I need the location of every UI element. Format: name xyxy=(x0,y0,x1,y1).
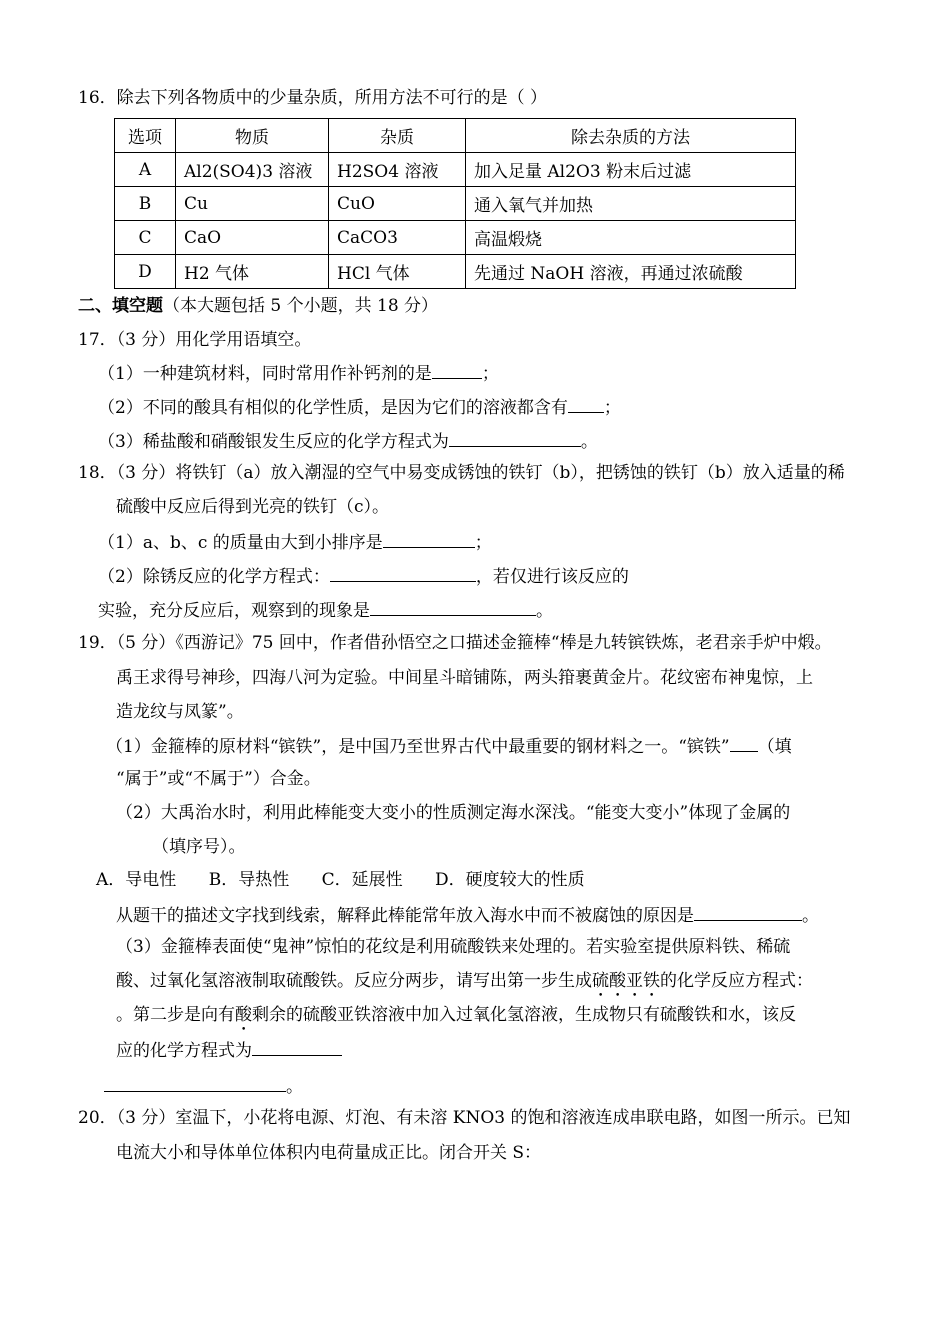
table-cell: HCl 气体 xyxy=(329,255,466,289)
punct: 。 xyxy=(286,1077,303,1097)
section-note: （本大题包括 5 个小题，共 18 分） xyxy=(163,296,439,316)
q20-line2: 电流大小和导体单位体积内电荷量成正比。闭合开关 S： xyxy=(116,1143,542,1163)
q19-line9: （3）金箍棒表面使“鬼神”惊怕的花纹是利用硫酸铁来处理的。若实验室提供原料铁、稀硫 xyxy=(116,937,791,957)
table-cell: 加入足量 Al2O3 粉末后过滤 xyxy=(466,153,796,187)
table-header: 除去杂质的方法 xyxy=(466,119,796,153)
q18-part2-text: （2）除锈反应的化学方程式： xyxy=(98,567,330,587)
q18-stem-line2: 硫酸中反应后得到光亮的铁钉（c）。 xyxy=(116,497,390,517)
q16-stem: 16．除去下列各物质中的少量杂质，所用方法不可行的是（ ） xyxy=(78,88,548,108)
table-cell: CuO xyxy=(329,187,466,221)
q18-part1 xyxy=(98,529,492,555)
q19-line12-text: 应的化学方程式为 xyxy=(116,1041,252,1061)
q17-part1-text: （1）一种建筑材料，同时常用作补钙剂的是 xyxy=(98,364,432,384)
answer-blank[interactable] xyxy=(104,1073,286,1092)
q17-part2 xyxy=(98,394,621,420)
answer-blank[interactable] xyxy=(370,597,536,616)
q19-line10 xyxy=(116,969,813,1001)
table-cell: D xyxy=(115,255,176,289)
answer-blank[interactable] xyxy=(330,563,476,582)
table-cell: C xyxy=(115,221,176,255)
q18-part2-tail: ，若仅进行该反应的 xyxy=(475,567,629,587)
table-cell: 通入氧气并加热 xyxy=(466,187,796,221)
table-row xyxy=(115,153,796,187)
q18-part3 xyxy=(98,597,553,623)
answer-blank[interactable] xyxy=(432,360,482,379)
table-header-row xyxy=(115,119,796,153)
table-header: 选项 xyxy=(115,119,176,153)
table-cell: A xyxy=(115,153,176,187)
q20-line1: 20．（3 分）室温下，小花将电源、灯泡、有未溶 KNO3 的饱和溶液连成串联电路，如图一所示。已知 xyxy=(78,1108,851,1128)
q19-part1-text: （1）金箍棒的原材料“镔铁”，是中国乃至世界古代中最重要的钢材料之一。“镔铁” xyxy=(106,737,730,757)
q18-part3-text: 实验，充分反应后，观察到的现象是 xyxy=(98,601,370,621)
q18-part2 xyxy=(98,563,629,589)
q19-line12 xyxy=(116,1037,342,1063)
q19-line13 xyxy=(104,1073,303,1099)
q19-line8 xyxy=(116,902,819,928)
section-title: 二、填空题 xyxy=(78,296,163,316)
punct: 。 xyxy=(802,906,819,926)
q19-line3: 造龙纹与凤篆”。 xyxy=(116,702,244,722)
q19-line5: “属于”或“不属于”）合金。 xyxy=(116,769,321,789)
table-header: 杂质 xyxy=(329,119,466,153)
answer-blank[interactable] xyxy=(383,529,475,548)
table-cell: 高温煅烧 xyxy=(466,221,796,255)
q19-line7: （填序号）。 xyxy=(152,837,246,857)
q19-part1-tail: （填 xyxy=(757,737,792,757)
q19-line1: 19．（5 分）《西游记》75 回中，作者借孙悟空之口描述金箍棒“棒是九转镔铁炼，老君亲手炉中煅。 xyxy=(78,633,832,653)
punct: 。 xyxy=(580,432,598,452)
q18-stem-line1: 18．（3 分）将铁钉（a）放入潮湿的空气中易变成锈蚀的铁钉（b），把锈蚀的铁钉（b）放入适量的稀 xyxy=(78,463,845,483)
table-row xyxy=(115,255,796,289)
q19-line10-text: 酸、过氧化氢溶液制取硫酸铁。反应分两步，请写出第一步生成 xyxy=(116,971,592,991)
answer-blank[interactable] xyxy=(568,394,604,413)
answer-blank[interactable] xyxy=(730,733,758,752)
q17-stem: 17．（3 分）用化学用语填空。 xyxy=(78,330,312,350)
answer-blank[interactable] xyxy=(449,428,581,447)
table-cell: B xyxy=(115,187,176,221)
answer-blank[interactable] xyxy=(694,902,802,921)
table-row xyxy=(115,187,796,221)
q17-part3 xyxy=(98,428,598,454)
q17-part3-text: （3）稀盐酸和硝酸银发生反应的化学方程式为 xyxy=(98,432,449,452)
q19-line11-tail: 剩余的硫酸亚铁溶液中加入过氧化氢溶液，生成物只有硫酸铁和水，该反 xyxy=(252,1005,796,1025)
punct: ； xyxy=(474,533,492,553)
q19-line4 xyxy=(106,733,792,759)
q19-line10-tail: 的化学反应方程式： xyxy=(660,971,813,991)
q19-line6: （2）大禹治水时，利用此棒能变大变小的性质测定海水深浅。“能变大变小”体现了金属的 xyxy=(116,803,791,823)
table-cell: 先通过 NaOH 溶液，再通过浓硫酸 xyxy=(466,255,796,289)
table-row xyxy=(115,221,796,255)
table-cell: Cu xyxy=(176,187,329,221)
table-cell: H2SO4 溶液 xyxy=(329,153,466,187)
table-cell: CaO xyxy=(176,221,329,255)
section-heading xyxy=(78,294,438,318)
punct: 。 xyxy=(536,601,553,621)
table-header: 物质 xyxy=(176,119,329,153)
q19-line11-text: 。第二步是向有 xyxy=(116,1005,235,1025)
q17-part1 xyxy=(98,360,499,386)
table-cell: H2 气体 xyxy=(176,255,329,289)
emphasis-text: 酸 xyxy=(235,1005,252,1025)
table-cell: CaCO3 xyxy=(329,221,466,255)
q16-table xyxy=(114,118,796,289)
emphasis-text: 硫酸亚铁 xyxy=(592,971,660,991)
q19-line8-text: 从题干的描述文字找到线索，解释此棒能常年放入海水中而不被腐蚀的原因是 xyxy=(116,906,694,926)
q19-options: A．导电性 B．导热性 C．延展性 D．硬度较大的性质 xyxy=(96,870,585,890)
q19-line2: 禹王求得号神珍，四海八河为定验。中间星斗暗铺陈，两头箝裹黄金片。花纹密布神鬼惊，上 xyxy=(116,668,813,688)
punct: ； xyxy=(481,364,499,384)
answer-blank[interactable] xyxy=(252,1037,342,1056)
q18-part1-text: （1）a、b、c 的质量由大到小排序是 xyxy=(98,533,383,553)
table-cell: Al2(SO4)3 溶液 xyxy=(176,153,329,187)
punct: ； xyxy=(603,398,621,418)
q19-line11 xyxy=(116,1003,796,1035)
q17-part2-text: （2）不同的酸具有相似的化学性质，是因为它们的溶液都含有 xyxy=(98,398,568,418)
